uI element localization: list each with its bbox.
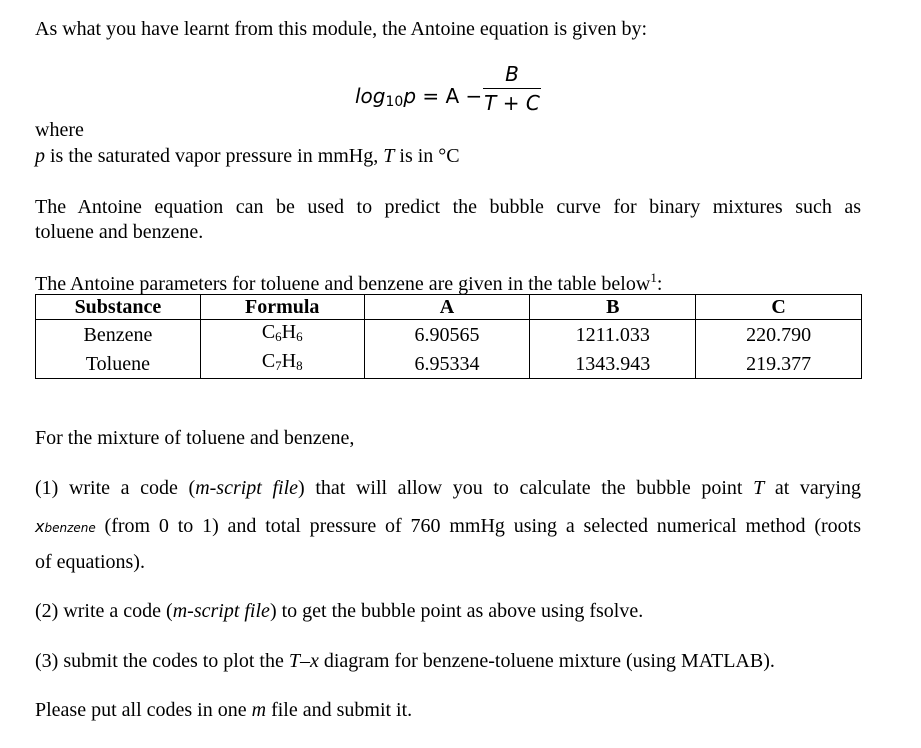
header-substance: Substance (36, 295, 201, 320)
cell-c: 219.377 (696, 349, 862, 379)
task-3 (35, 651, 775, 671)
formula-h: H (281, 321, 297, 343)
task-3-t-var: T (288, 650, 300, 672)
intro-text: As what you have learnt from this module, the Antoine equation is given by: (35, 18, 648, 40)
t-text: is in °C (394, 145, 460, 167)
task-2 (35, 601, 643, 621)
header-b: B (530, 295, 696, 320)
cell-a: 6.95334 (364, 349, 530, 379)
task-1-t-var: T (753, 477, 765, 499)
header-a: A (364, 295, 530, 320)
x-benzene (35, 517, 96, 536)
task-3-dash: – (299, 650, 310, 672)
task-3-x-var: x (309, 650, 319, 672)
fraction-numerator: B (505, 62, 519, 86)
cell-b: 1211.033 (530, 320, 696, 350)
formula-h: H (281, 350, 297, 372)
x-var: x (35, 517, 45, 536)
p-text: is the saturated vapor pressure in mmHg, (45, 145, 384, 167)
mixture-intro: For the mixture of toluene and benzene, (35, 427, 355, 449)
log-base: 10 (385, 94, 404, 110)
formula-h-sub: 8 (296, 358, 303, 373)
table-caption (35, 271, 662, 294)
log-label: log (355, 84, 386, 108)
equals-part: = A − (416, 84, 483, 108)
t-var: T (383, 145, 395, 167)
footnote-ref: 1 (650, 270, 657, 285)
p-var: p (35, 145, 45, 167)
task-1-line-2-text: (from 0 to 1) and total pressure of 760 mmHg using a selected numerical method (roots (95, 515, 861, 537)
cell-formula (200, 349, 364, 379)
header-c: C (696, 295, 862, 320)
task-1-line-3: of equations). (35, 551, 145, 573)
paragraph-1-line-2: toluene and benzene. (35, 221, 204, 243)
table-caption-text: The Antoine parameters for toluene and benzene are given in the table below (35, 273, 651, 295)
closing-start: Please put all codes in one (35, 699, 252, 721)
task-3-start: (3) submit the codes to plot the (35, 650, 289, 672)
equation-fraction (483, 62, 541, 115)
closing (35, 700, 412, 720)
cell-substance: Benzene (36, 320, 201, 350)
task-1-line-2 (35, 515, 861, 538)
task-3-end: diagram for benzene-toluene mixture (using MATLAB). (318, 650, 775, 672)
task-1-middle: ) that will allow you to calculate the bubble point (298, 477, 754, 499)
task-1-line-1 (35, 477, 861, 500)
closing-italic: m (251, 699, 267, 721)
cell-substance: Toluene (36, 349, 201, 379)
table-header-row (36, 295, 862, 320)
cell-c: 220.790 (696, 320, 862, 350)
x-sub: benzene (44, 521, 96, 535)
formula-c-sub: 6 (275, 329, 282, 344)
where-label: where (35, 119, 84, 141)
table-row (36, 320, 862, 350)
task-1-end: at varying (764, 477, 861, 499)
closing-end: file and submit it. (266, 699, 413, 721)
task-2-start: (2) write a code ( (35, 600, 173, 622)
task-2-italic: m-script file (172, 600, 270, 622)
formula-c-sub: 7 (275, 358, 282, 373)
header-formula: Formula (200, 295, 364, 320)
formula-h-sub: 6 (296, 329, 303, 344)
task-2-end: ) to get the bubble point as above using fsolve. (269, 600, 644, 622)
formula-c: C (261, 321, 276, 343)
definition-line (35, 146, 460, 166)
caption-colon: : (656, 273, 663, 295)
cell-formula (200, 320, 364, 350)
table-row (36, 349, 862, 379)
cell-b: 1343.943 (530, 349, 696, 379)
task-1-italic: m-script file (195, 477, 299, 499)
antoine-parameters-table (35, 294, 862, 379)
paragraph-1-line-1: The Antoine equation can be used to predict the bubble curve for binary mixtures such as (35, 196, 861, 218)
task-1-start: (1) write a code ( (35, 477, 196, 499)
fraction-bar (483, 88, 541, 89)
equation-lhs (355, 84, 482, 110)
formula-c: C (261, 350, 276, 372)
fraction-denominator: T + C (484, 91, 540, 115)
pressure-var: p (403, 84, 417, 108)
cell-a: 6.90565 (364, 320, 530, 350)
